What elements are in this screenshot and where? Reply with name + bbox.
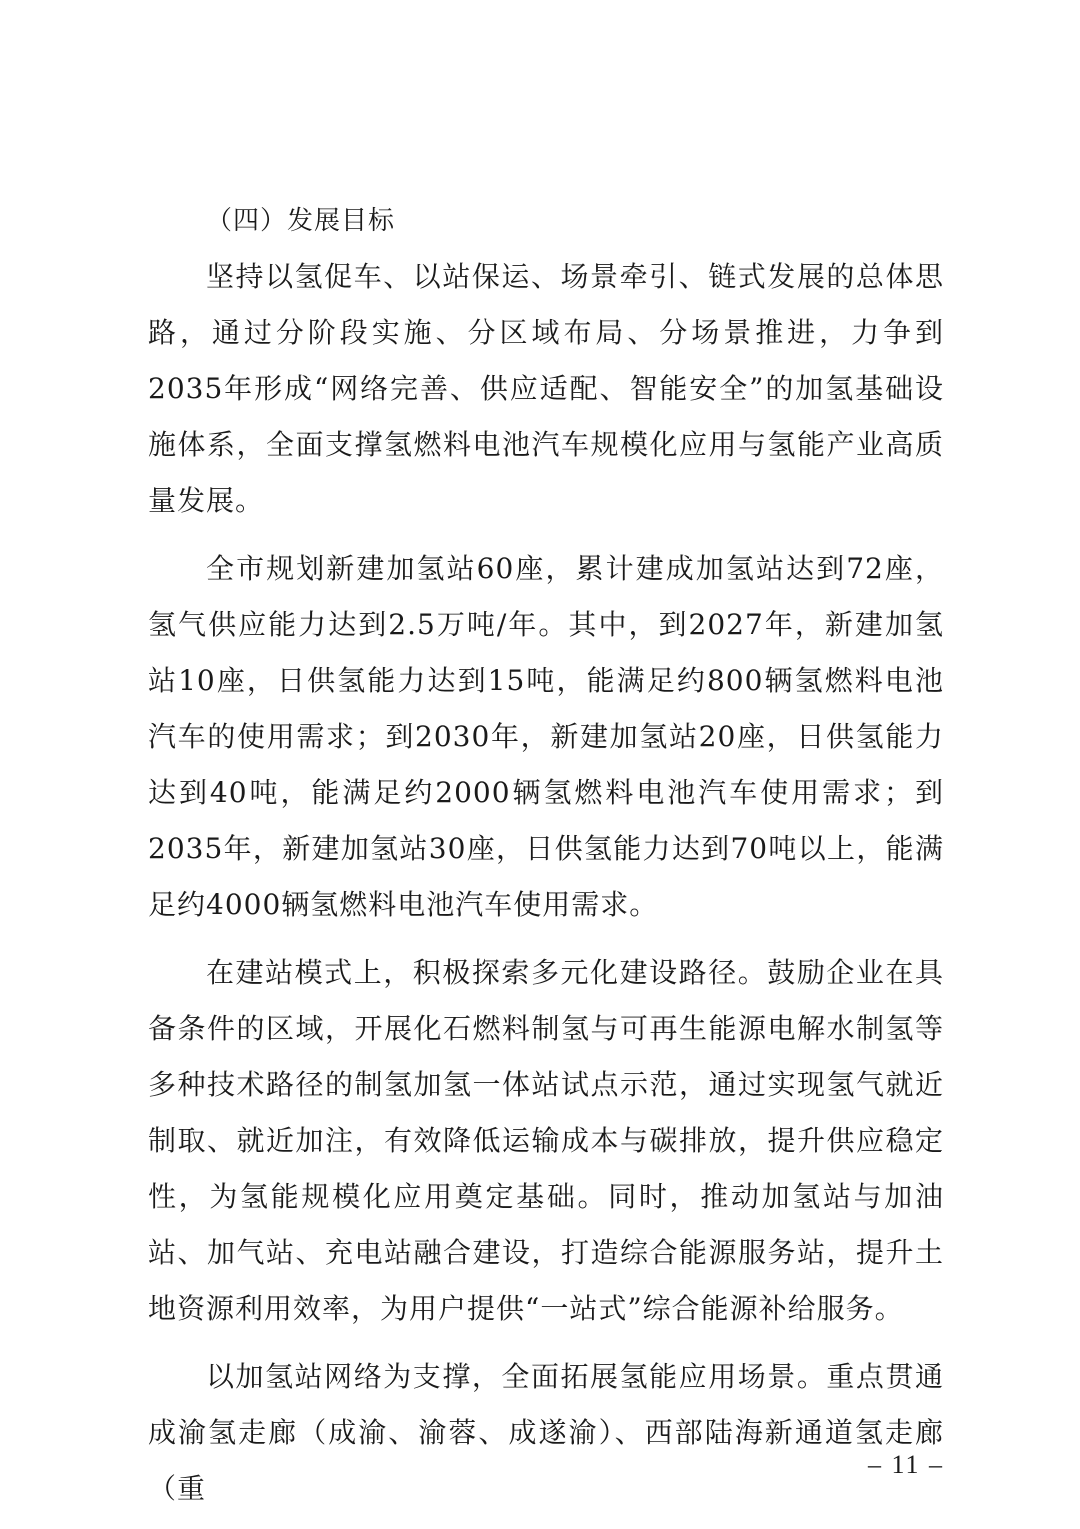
page-number: – 11 –	[867, 1450, 944, 1479]
paragraph-overall-approach: 坚持以氢促车、以站保运、场景牵引、链式发展的总体思路，通过分阶段实施、分区域布局、分场景推进，力争到2035年形成“网络完善、供应适配、智能安全”的加氢基础设施体系，全面支撑氢燃料电池汽车规模化应用与氢能产业高质量发展。	[148, 260, 944, 517]
paragraph-construction-mode: 在建站模式上，积极探索多元化建设路径。鼓励企业在具备条件的区域，开展化石燃料制氢与可再生能源电解水制氢等多种技术路径的制氢加氢一体站试点示范，通过实现氢气就近制取、就近加注，有效降低运输成本与碳排放，提升供应稳定性，为氢能规模化应用奠定基础。同时，推动加氢站与加油站、加气站、充电站融合建设，打造综合能源服务站，提升土地资源利用效率，为用户提供“一站式”综合能源补给服务。	[148, 956, 944, 1325]
paragraph-application-scenarios: 以加氢站网络为支撑，全面拓展氢能应用场景。重点贯通成渝氢走廊（成渝、渝蓉、成遂渝）、西部陆海新通道氢走廊（重	[148, 1360, 944, 1505]
page-content	[148, 193, 944, 1529]
paragraph-station-targets: 全市规划新建加氢站60座，累计建成加氢站达到72座，氢气供应能力达到2.5万吨/年。其中，到2027年，新建加氢站10座，日供氢能力达到15吨，能满足约800辆氢燃料电池汽车的使用需求；到2030年，新建加氢站20座，日供氢能力达到40吨，能满足约2000辆氢燃料电池汽车使用需求；到2035年，新建加氢站30座，日供氢能力达到70吨以上，能满足约4000辆氢燃料电池汽车使用需求。	[148, 552, 944, 921]
section-heading: （四）发展目标	[206, 206, 396, 236]
